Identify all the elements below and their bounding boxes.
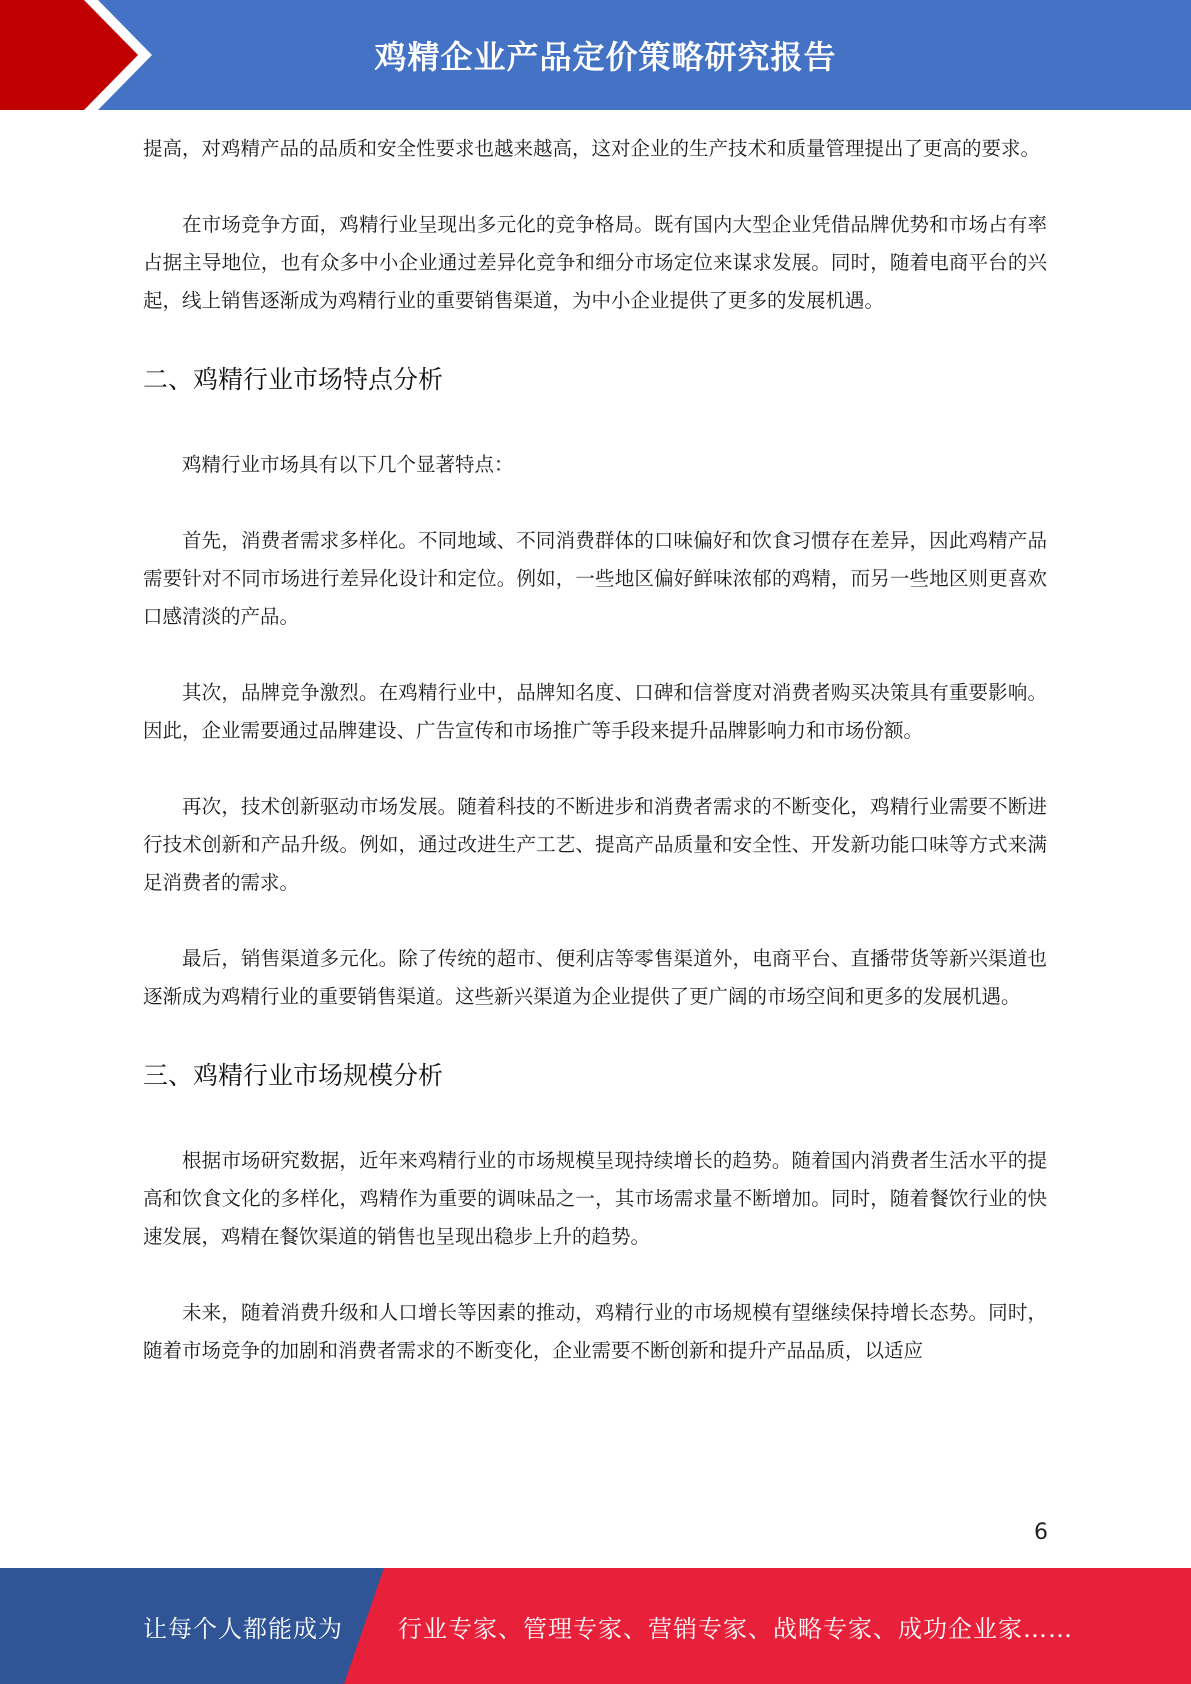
paragraph-continuation: 提高，对鸡精产品的品质和安全性要求也越来越高，这对企业的生产技术和质量管理提出了更高的要求。: [143, 137, 1041, 160]
footer-slogan-left: 让每个人都能成为: [143, 1614, 343, 1643]
document-body: [143, 130, 1047, 1370]
page-header: [0, 0, 1191, 110]
paragraph-features-intro: 鸡精行业市场具有以下几个显著特点：: [182, 453, 514, 476]
paragraph-future-outlook: 未来，随着消费升级和人口增长等因素的推动，鸡精行业的市场规模有望继续保持增长态势。同时，随着市场竞争的加剧和消费者需求的不断变化，企业需要不断创新和提升产品品质，以适应: [143, 1301, 1047, 1362]
page-footer: [0, 1568, 1191, 1684]
section-heading-2: 二、鸡精行业市场特点分析: [143, 365, 444, 394]
paragraph-market-competition: 在市场竞争方面，鸡精行业呈现出多元化的竞争格局。既有国内大型企业凭借品牌优势和市场占有率占据主导地位，也有众多中小企业通过差异化竞争和细分市场定位来谋求发展。同时，随着电商平台的兴起，线上销售逐渐成为鸡精行业的重要销售渠道，为中小企业提供了更多的发展机遇。: [143, 213, 1047, 312]
paragraph-feature-third: 再次，技术创新驱动市场发展。随着科技的不断进步和消费者需求的不断变化，鸡精行业需要不断进行技术创新和产品升级。例如，通过改进生产工艺、提高产品质量和安全性、开发新功能口味等方式来满足消费者的需求。: [143, 795, 1047, 894]
report-title: 鸡精企业产品定价策略研究报告: [374, 38, 837, 76]
footer-slogan-right: 行业专家、管理专家、营销专家、战略专家、成功企业家……: [398, 1614, 1073, 1643]
paragraph-feature-second: 其次，品牌竞争激烈。在鸡精行业中，品牌知名度、口碑和信誉度对消费者购买决策具有重要影响。因此，企业需要通过品牌建设、广告宣传和市场推广等手段来提升品牌影响力和市场份额。: [143, 681, 1047, 742]
section-heading-3: 三、鸡精行业市场规模分析: [143, 1061, 444, 1090]
page-number: 6: [1034, 1520, 1048, 1545]
paragraph-market-size: 根据市场研究数据，近年来鸡精行业的市场规模呈现持续增长的趋势。随着国内消费者生活水平的提高和饮食文化的多样化，鸡精作为重要的调味品之一，其市场需求量不断增加。同时，随着餐饮行业的快速发展，鸡精在餐饮渠道的销售也呈现出稳步上升的趋势。: [143, 1149, 1047, 1248]
paragraph-feature-first: 首先，消费者需求多样化。不同地域、不同消费群体的口味偏好和饮食习惯存在差异，因此鸡精产品需要针对不同市场进行差异化设计和定位。例如，一些地区偏好鲜味浓郁的鸡精，而另一些地区则更喜欢口感清淡的产品。: [143, 529, 1047, 628]
paragraph-feature-fourth: 最后，销售渠道多元化。除了传统的超市、便利店等零售渠道外，电商平台、直播带货等新兴渠道也逐渐成为鸡精行业的重要销售渠道。这些新兴渠道为企业提供了更广阔的市场空间和更多的发展机遇。: [143, 947, 1047, 1008]
